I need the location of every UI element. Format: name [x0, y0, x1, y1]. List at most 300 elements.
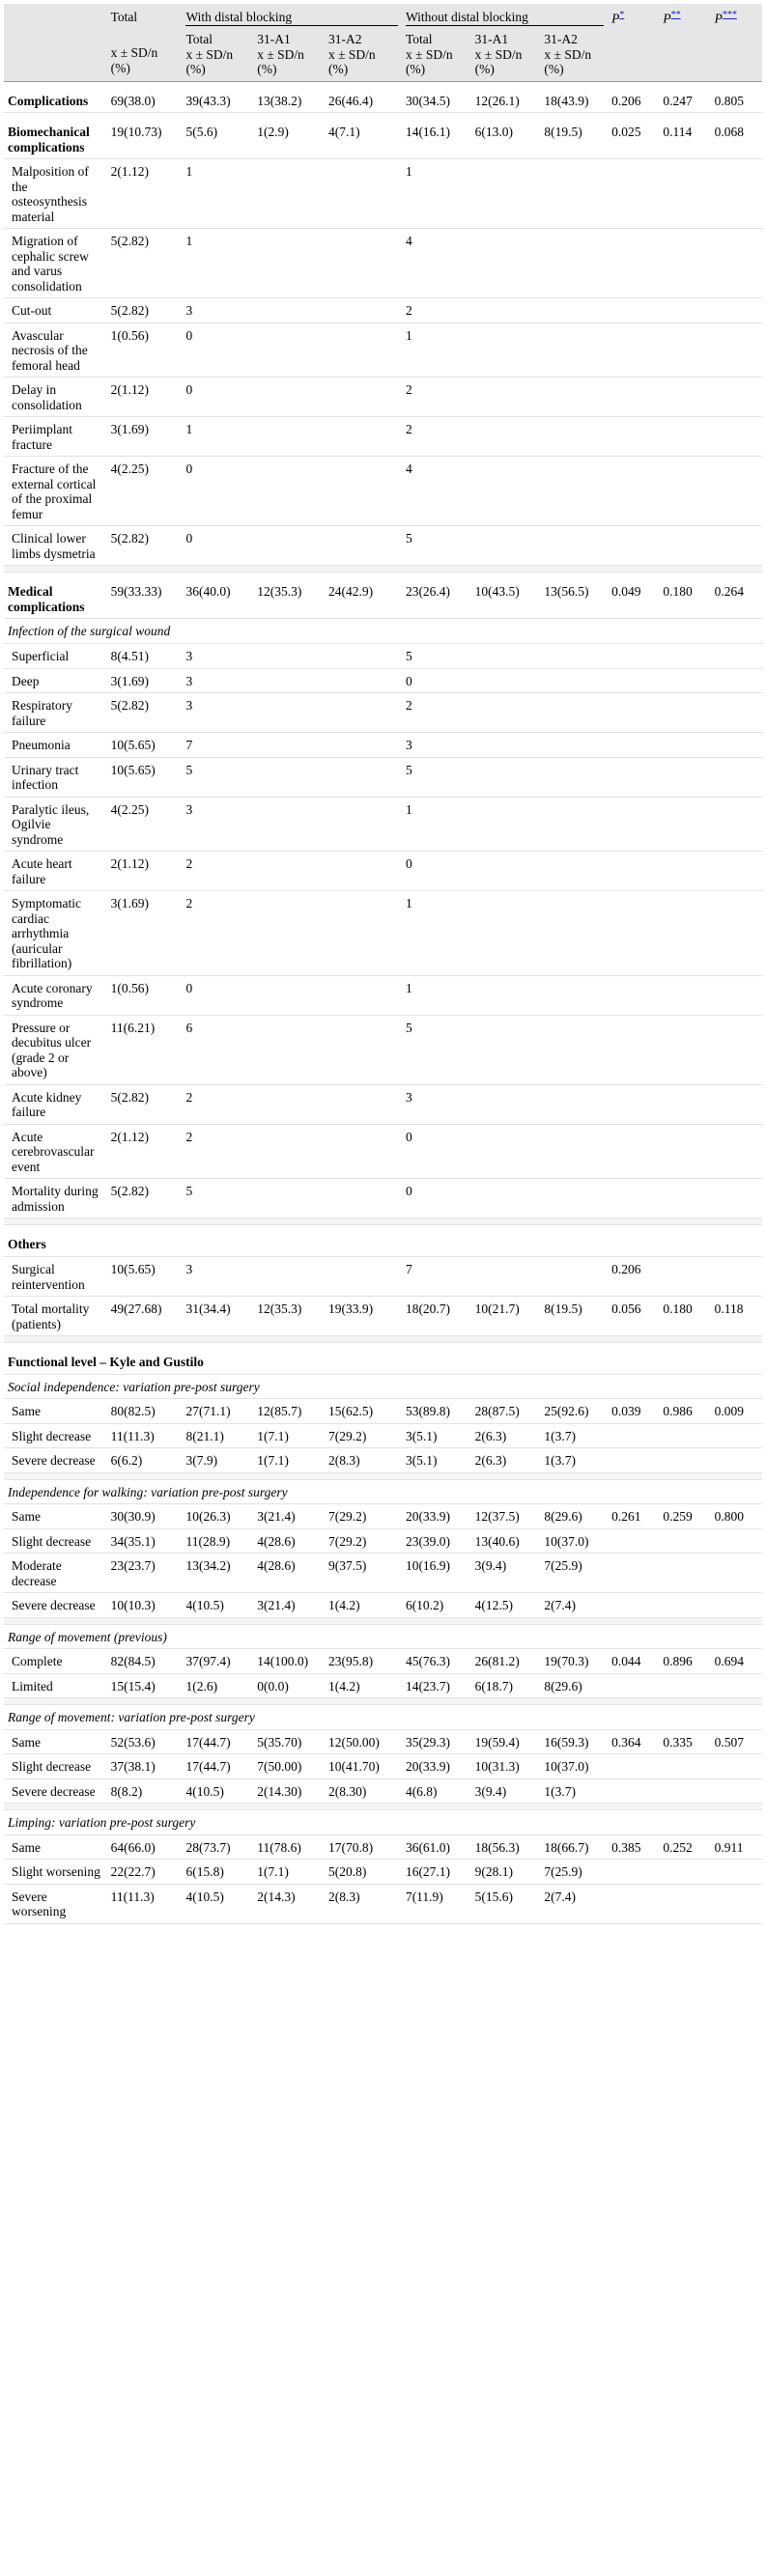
row-label: Moderate decrease	[4, 1554, 107, 1593]
table-cell: 0.261	[608, 1504, 659, 1529]
table-cell	[711, 852, 762, 891]
row-label: Cut-out	[4, 298, 107, 323]
table-cell	[608, 644, 659, 669]
table-cell: 0.694	[711, 1649, 762, 1674]
table-row	[4, 1729, 762, 1754]
table-cell: 5(5.6)	[182, 113, 253, 159]
table-cell: 0	[182, 526, 253, 566]
table-cell: 23(95.8)	[325, 1649, 402, 1674]
table-cell	[659, 668, 710, 693]
row-label: Same	[4, 1504, 107, 1529]
table-cell	[471, 417, 541, 457]
table-cell	[540, 229, 608, 298]
table-cell	[471, 1179, 541, 1218]
table-cell: 49(27.68)	[107, 1297, 183, 1336]
table-cell	[711, 891, 762, 976]
table-cell: 7(29.2)	[325, 1504, 402, 1529]
table-cell	[608, 1778, 659, 1804]
header-p2-sub	[659, 30, 710, 81]
table-cell	[608, 852, 659, 891]
table-cell	[325, 417, 402, 457]
table-cell: 0	[182, 457, 253, 526]
table-cell: 37(38.1)	[107, 1754, 183, 1779]
table-cell	[711, 1179, 762, 1218]
table-cell	[253, 417, 325, 457]
table-cell	[711, 1124, 762, 1179]
table-cell: 64(66.0)	[107, 1834, 183, 1860]
table-cell: 6(15.8)	[182, 1860, 253, 1885]
table-cell: 1(0.56)	[107, 322, 183, 378]
spacer-row	[4, 1698, 762, 1705]
table-cell: 0.180	[659, 1297, 710, 1336]
table-cell: 3(21.4)	[253, 1504, 325, 1529]
table-cell	[608, 1423, 659, 1448]
spacer-row	[4, 1336, 762, 1343]
table-cell	[608, 159, 659, 229]
header-without-distal-blocking: Without distal blocking	[402, 4, 608, 30]
table-cell: 6(18.7)	[471, 1673, 541, 1698]
table-cell: 16(27.1)	[402, 1860, 471, 1885]
table-row	[4, 733, 762, 758]
table-cell	[711, 1554, 762, 1593]
table-cell	[659, 298, 710, 323]
table-cell: 5	[182, 757, 253, 797]
table-cell	[471, 229, 541, 298]
table-cell: 39(43.3)	[182, 81, 253, 113]
table-cell	[540, 298, 608, 323]
row-label: Periimplant fracture	[4, 417, 107, 457]
table-cell: 5	[402, 644, 471, 669]
table-cell: 2(7.4)	[540, 1884, 608, 1923]
table-cell: 27(71.1)	[182, 1399, 253, 1424]
table-cell: 20(33.9)	[402, 1504, 471, 1529]
table-cell	[711, 322, 762, 378]
table-cell	[608, 693, 659, 733]
row-label: Total mortality (patients)	[4, 1297, 107, 1336]
table-cell: 0.335	[659, 1729, 710, 1754]
table-cell	[540, 668, 608, 693]
table-cell: 12(85.7)	[253, 1399, 325, 1424]
table-row	[4, 1593, 762, 1618]
table-cell: 10(16.9)	[402, 1554, 471, 1593]
table-cell: 80(82.5)	[107, 1399, 183, 1424]
table-cell	[608, 229, 659, 298]
table-cell	[608, 1554, 659, 1593]
table-cell	[659, 1754, 710, 1779]
table-cell: 45(76.3)	[402, 1649, 471, 1674]
table-cell: 3	[182, 668, 253, 693]
table-row	[4, 1673, 762, 1698]
table-cell: 0.805	[711, 81, 762, 113]
table-cell	[325, 457, 402, 526]
table-cell	[471, 526, 541, 566]
table-row	[4, 1504, 762, 1529]
table-cell	[540, 733, 608, 758]
p3-footnote-link[interactable]: ***	[722, 10, 737, 20]
table-cell	[325, 1084, 402, 1124]
table-cell: 26(46.4)	[325, 81, 402, 113]
table-cell	[608, 526, 659, 566]
table-cell	[711, 1225, 762, 1257]
p1-footnote-link[interactable]: *	[619, 10, 625, 20]
table-cell: 14(100.0)	[253, 1649, 325, 1674]
table-cell	[659, 1673, 710, 1698]
table-cell	[659, 975, 710, 1015]
table-cell: 0.068	[711, 113, 762, 159]
table-cell: 1(4.2)	[325, 1673, 402, 1698]
table-cell	[325, 975, 402, 1015]
table-row	[4, 1649, 762, 1674]
table-cell: 11(6.21)	[107, 1015, 183, 1084]
subheading-label: Infection of the surgical wound	[4, 619, 762, 644]
table-cell: 22(22.7)	[107, 1860, 183, 1885]
table-cell: 24(42.9)	[325, 573, 402, 619]
table-cell: 35(29.3)	[402, 1729, 471, 1754]
table-cell: 0.507	[711, 1729, 762, 1754]
table-cell: 19(70.3)	[540, 1649, 608, 1674]
row-label: Slight worsening	[4, 1860, 107, 1885]
table-cell: 10(5.65)	[107, 733, 183, 758]
table-cell	[608, 298, 659, 323]
row-label: Slight decrease	[4, 1528, 107, 1554]
table-cell	[608, 1673, 659, 1698]
header-p2: P**	[659, 4, 710, 30]
table-cell	[253, 975, 325, 1015]
table-cell	[659, 1528, 710, 1554]
table-cell: 1(0.56)	[107, 975, 183, 1015]
table-cell: 0.056	[608, 1297, 659, 1336]
table-cell	[711, 797, 762, 852]
table-cell: 2	[402, 693, 471, 733]
table-cell	[659, 1225, 710, 1257]
table-cell: 8(19.5)	[540, 113, 608, 159]
row-label: Same	[4, 1399, 107, 1424]
row-label: Clinical lower limbs dysmetria	[4, 526, 107, 566]
table-cell	[253, 1015, 325, 1084]
table-cell: 3	[402, 1084, 471, 1124]
table-cell: 0.264	[711, 573, 762, 619]
table-cell: 2	[402, 298, 471, 323]
table-cell: 0.896	[659, 1649, 710, 1674]
table-row	[4, 1554, 762, 1593]
table-cell: 0	[402, 852, 471, 891]
table-cell: 1(7.1)	[253, 1448, 325, 1473]
table-cell: 3(1.69)	[107, 417, 183, 457]
subheading-label: Independence for walking: variation pre-post surgery	[4, 1479, 762, 1504]
table-cell: 7(29.2)	[325, 1423, 402, 1448]
row-label: Severe worsening	[4, 1884, 107, 1923]
table-cell	[540, 1256, 608, 1296]
table-cell: 5(2.82)	[107, 229, 183, 298]
table-cell: 11(11.3)	[107, 1884, 183, 1923]
table-cell: 1	[402, 322, 471, 378]
table-cell	[659, 229, 710, 298]
table-cell	[471, 159, 541, 229]
table-cell	[711, 1084, 762, 1124]
table-cell	[659, 1860, 710, 1885]
table-cell: 28(73.7)	[182, 1834, 253, 1860]
table-cell: 0.911	[711, 1834, 762, 1860]
table-cell	[471, 1256, 541, 1296]
table-cell	[471, 733, 541, 758]
table-cell: 2(6.3)	[471, 1423, 541, 1448]
row-label: Pneumonia	[4, 733, 107, 758]
table-cell: 6(13.0)	[471, 113, 541, 159]
table-cell	[711, 1448, 762, 1473]
header-empty-2	[4, 30, 107, 81]
table-cell	[608, 1225, 659, 1257]
table-cell	[540, 1124, 608, 1179]
table-cell: 10(5.65)	[107, 1256, 183, 1296]
table-row	[4, 757, 762, 797]
table-cell: 1(3.7)	[540, 1423, 608, 1448]
table-cell: 10(10.3)	[107, 1593, 183, 1618]
table-cell	[608, 1884, 659, 1923]
table-cell	[253, 644, 325, 669]
table-cell: 13(56.5)	[540, 573, 608, 619]
header-without-a2: 31-A2 x ± SD/n (%)	[540, 30, 608, 81]
table-cell: 7	[182, 733, 253, 758]
table-cell	[471, 797, 541, 852]
table-cell: 7(50.00)	[253, 1754, 325, 1779]
table-cell: 8(29.6)	[540, 1504, 608, 1529]
row-label: Respiratory failure	[4, 693, 107, 733]
row-label: Slight decrease	[4, 1423, 107, 1448]
table-cell: 8(21.1)	[182, 1423, 253, 1448]
table-cell	[471, 1084, 541, 1124]
row-label: Acute heart failure	[4, 852, 107, 891]
table-cell: 2	[402, 378, 471, 417]
table-cell: 3	[402, 733, 471, 758]
table-row	[4, 159, 762, 229]
table-cell: 8(29.6)	[540, 1673, 608, 1698]
row-label: Acute coronary syndrome	[4, 975, 107, 1015]
table-cell	[325, 298, 402, 323]
table-cell: 5(2.82)	[107, 1179, 183, 1218]
table-cell	[325, 644, 402, 669]
table-row	[4, 1528, 762, 1554]
table-cell	[253, 797, 325, 852]
table-cell: 4	[402, 457, 471, 526]
table-cell	[608, 457, 659, 526]
header-without-total: Total x ± SD/n (%)	[402, 30, 471, 81]
table-cell	[471, 693, 541, 733]
table-cell	[540, 526, 608, 566]
table-cell: 3	[182, 693, 253, 733]
table-cell	[659, 1179, 710, 1218]
table-cell: 10(21.7)	[471, 1297, 541, 1336]
table-row	[4, 1124, 762, 1179]
spacer-row	[4, 1218, 762, 1225]
section-label: Medical complications	[4, 573, 107, 619]
table-cell: 82(84.5)	[107, 1649, 183, 1674]
table-cell	[325, 1124, 402, 1179]
table-cell: 4(12.5)	[471, 1593, 541, 1618]
table-cell	[540, 693, 608, 733]
table-cell	[659, 733, 710, 758]
table-cell: 6(10.2)	[402, 1593, 471, 1618]
table-cell	[711, 757, 762, 797]
table-cell: 4(10.5)	[182, 1884, 253, 1923]
table-cell	[659, 526, 710, 566]
table-cell	[608, 417, 659, 457]
table-cell	[608, 1124, 659, 1179]
table-cell	[182, 1225, 253, 1257]
table-cell: 2(1.12)	[107, 159, 183, 229]
table-cell: 17(70.8)	[325, 1834, 402, 1860]
row-label: Pressure or decubitus ulcer (grade 2 or above)	[4, 1015, 107, 1084]
table-cell	[540, 891, 608, 976]
table-cell	[608, 1860, 659, 1885]
table-cell: 2(7.4)	[540, 1593, 608, 1618]
table-cell: 3	[182, 1256, 253, 1296]
table-cell	[711, 1673, 762, 1698]
table-cell: 1(4.2)	[325, 1593, 402, 1618]
row-label: Slight decrease	[4, 1754, 107, 1779]
table-cell	[253, 526, 325, 566]
table-cell: 2	[182, 891, 253, 976]
table-cell: 0.118	[711, 1297, 762, 1336]
table-cell	[540, 797, 608, 852]
table-cell: 36(40.0)	[182, 573, 253, 619]
table-cell	[711, 417, 762, 457]
table-cell	[711, 975, 762, 1015]
table-cell	[711, 378, 762, 417]
table-cell	[325, 1179, 402, 1218]
table-cell	[540, 1015, 608, 1084]
table-cell	[608, 1593, 659, 1618]
table-cell	[253, 322, 325, 378]
table-cell	[659, 1124, 710, 1179]
table-cell	[471, 852, 541, 891]
table-cell: 18(20.7)	[402, 1297, 471, 1336]
table-cell: 25(92.6)	[540, 1399, 608, 1424]
spacer-cell	[4, 1472, 762, 1479]
spacer-cell	[4, 1698, 762, 1705]
table-cell	[253, 852, 325, 891]
table-row	[4, 668, 762, 693]
table-cell: 5(2.82)	[107, 693, 183, 733]
table-cell	[253, 159, 325, 229]
row-label: Symptomatic cardiac arrhythmia (auricular fibrillation)	[4, 891, 107, 976]
table-cell: 0	[402, 1124, 471, 1179]
table-cell	[325, 159, 402, 229]
table-cell: 5(2.82)	[107, 1084, 183, 1124]
table-cell: 5	[402, 1015, 471, 1084]
table-cell	[659, 159, 710, 229]
row-label: Severe decrease	[4, 1593, 107, 1618]
table-cell: 4(7.1)	[325, 113, 402, 159]
table-cell	[659, 322, 710, 378]
table-body	[4, 81, 762, 1923]
table-cell	[471, 757, 541, 797]
table-cell	[659, 1084, 710, 1124]
row-label: Deep	[4, 668, 107, 693]
table-cell	[540, 322, 608, 378]
table-cell	[540, 417, 608, 457]
subheading-row	[4, 1624, 762, 1649]
table-cell: 19(59.4)	[471, 1729, 541, 1754]
row-label: Acute cerebrovascular event	[4, 1124, 107, 1179]
row-label: Migration of cephalic screw and varus consolidation	[4, 229, 107, 298]
table-cell	[608, 891, 659, 976]
table-cell: 34(35.1)	[107, 1528, 183, 1554]
table-cell: 2	[182, 1124, 253, 1179]
table-cell: 5(35.70)	[253, 1729, 325, 1754]
table-cell: 7(29.2)	[325, 1528, 402, 1554]
table-cell: 1	[402, 975, 471, 1015]
p2-footnote-link[interactable]: **	[670, 10, 681, 20]
table-row	[4, 322, 762, 378]
table-cell: 17(44.7)	[182, 1754, 253, 1779]
table-cell: 0.114	[659, 113, 710, 159]
table-cell: 18(43.9)	[540, 81, 608, 113]
table-cell: 0.049	[608, 573, 659, 619]
table-cell	[325, 757, 402, 797]
spacer-row	[4, 1472, 762, 1479]
row-label: Delay in consolidation	[4, 378, 107, 417]
table-cell	[711, 1256, 762, 1296]
table-row	[4, 378, 762, 417]
section-row	[4, 1225, 762, 1257]
table-cell	[325, 1256, 402, 1296]
row-label: Mortality during admission	[4, 1179, 107, 1218]
table-cell: 5	[402, 757, 471, 797]
table-cell	[471, 378, 541, 417]
table-cell: 4(2.25)	[107, 457, 183, 526]
table-cell: 16(59.3)	[540, 1729, 608, 1754]
row-label: Severe decrease	[4, 1448, 107, 1473]
row-label: Complete	[4, 1649, 107, 1674]
table-cell: 2(6.3)	[471, 1448, 541, 1473]
table-cell	[659, 644, 710, 669]
table-cell	[471, 1124, 541, 1179]
row-label: Urinary tract infection	[4, 757, 107, 797]
table-cell	[659, 797, 710, 852]
subheading-label: Social independence: variation pre-post surgery	[4, 1374, 762, 1399]
row-label: Same	[4, 1834, 107, 1860]
table-row	[4, 1884, 762, 1923]
row-label: Avascular necrosis of the femoral head	[4, 322, 107, 378]
table-cell: 1(3.7)	[540, 1448, 608, 1473]
table-cell: 1	[182, 417, 253, 457]
spacer-cell	[4, 566, 762, 573]
spacer-cell	[4, 1804, 762, 1810]
table-cell	[325, 1015, 402, 1084]
table-cell	[711, 229, 762, 298]
table-cell: 3(5.1)	[402, 1423, 471, 1448]
table-cell: 19(10.73)	[107, 113, 183, 159]
table-cell: 0.039	[608, 1399, 659, 1424]
table-cell: 4(10.5)	[182, 1778, 253, 1804]
table-cell	[711, 298, 762, 323]
table-header	[4, 4, 762, 81]
table-cell	[471, 1015, 541, 1084]
table-cell: 7(25.9)	[540, 1860, 608, 1885]
table-cell: 3(1.69)	[107, 668, 183, 693]
subheading-row	[4, 619, 762, 644]
table-cell: 7(11.9)	[402, 1884, 471, 1923]
table-row	[4, 1860, 762, 1885]
table-cell	[325, 693, 402, 733]
table-cell: 2	[182, 1084, 253, 1124]
table-cell	[608, 378, 659, 417]
table-cell: 69(38.0)	[107, 81, 183, 113]
table-cell	[608, 1448, 659, 1473]
table-cell: 0.206	[608, 1256, 659, 1296]
header-without-a1: 31-A1 x ± SD/n (%)	[471, 30, 541, 81]
table-cell: 23(26.4)	[402, 573, 471, 619]
